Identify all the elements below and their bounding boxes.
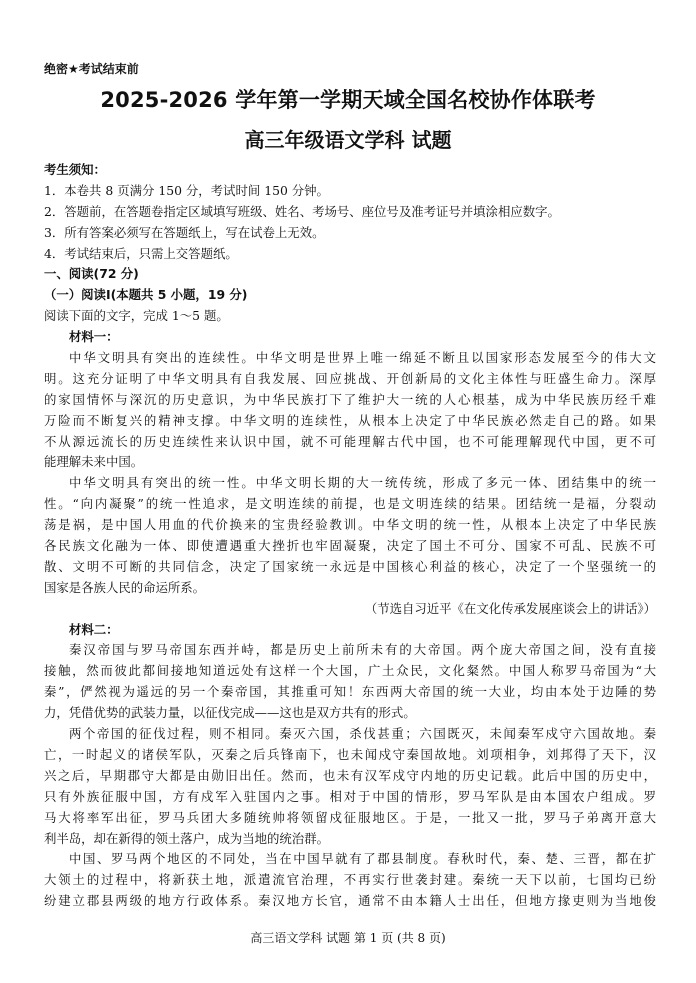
material2-label: 材料二：: [69, 621, 119, 637]
paragraph-line: 马大将率军出征，罗马兵团大多随统帅将领留戍征服地区。于是，一批又一批，罗马子弟离开意大: [44, 809, 656, 825]
notice-item: 3．所有答案必须写在答题纸上，写在试卷上无效。: [44, 224, 325, 240]
notice-item: 2．答题前，在答题卷指定区域填写班级、姓名、考场号、座位号及准考证号并填涂相应数字。: [44, 203, 560, 219]
paragraph-line: 只有外族征服中国，方有戍军入驻国内之事。相对于中国的情形，罗马军队是由本国农户组成。罗: [44, 788, 656, 804]
notice-item: 4．考试结束后，只需上交答题纸。: [44, 245, 238, 261]
paragraph-line: 利半岛，却在新得的领土落户，成为当地的统治群。: [44, 830, 329, 846]
part-heading: 一、阅读(72 分): [44, 266, 139, 282]
paragraph-line: 力，凭借优势的武装力量，以征伐完成——这也是双方共有的形式。: [44, 705, 416, 721]
paragraph-line: 的家国情怀与深沉的历史意识，为中华民族打下了维护大一统的人心根基，成为中华民族历经千难: [44, 391, 656, 407]
confidential-mark: 绝密★考试结束前: [44, 62, 139, 76]
page-footer: 高三语文学科 试题 第 1 页 (共 8 页): [250, 931, 446, 945]
paragraph-line: 性。“向内凝聚”的统一性追求，是文明连续的前提，也是文明连续的结果。团结统一是福，分裂动: [44, 496, 656, 512]
exam-body: [44, 160, 656, 912]
paragraph-line: 秦”，俨然视为遥远的另一个秦帝国，其推重可知！东西两大帝国的统一大业，均由本处于边陲的势: [44, 684, 656, 700]
paragraph-line: 国家是各族人民的命运所系。: [44, 579, 206, 595]
paragraph-line: 不从源远流长的历史连续性来认识中国，就不可能理解古代中国，也不可能理解现代中国，更不可: [44, 433, 656, 449]
exam-subtitle: 高三年级语文学科 试题: [244, 128, 452, 152]
paragraph-line: 接触，然而彼此都间接地知道远处有这样一个大国，广土众民，文化粲然。中国人称罗马帝国为“大: [44, 663, 656, 679]
notice-heading: 考生须知：: [44, 162, 106, 177]
notice-item: 1．本卷共 8 页满分 150 分，考试时间 150 分钟。: [44, 182, 329, 198]
paragraph-line: 散、文明不可断的共同信念，决定了国家统一永远是中国核心利益的核心，决定了一个坚强统一的: [44, 558, 656, 574]
paragraph-line: 亡，一时起义的诸侯军队，灭秦之后兵锋南下，也未闻戍守秦国故地。刘项相争，刘邦得了天下，汉: [44, 746, 656, 762]
paragraph-line: 大领土的过程中，将新获土地，派遣流官治理，不再实行世袭封建。秦统一天下以前，七国均已纷: [44, 872, 656, 888]
paragraph-line: 荡是祸，是中国人用血的代价换来的宝贵经验教训。中华文明的统一性，从根本上决定了中华民族: [44, 517, 656, 533]
paragraph-line: 能理解未来中国。: [44, 454, 144, 470]
sub-heading: （一）阅读Ⅰ(本题共 5 小题，19 分): [44, 287, 248, 303]
paragraph-line: 中华文明具有突出的连续性。中华文明是世界上唯一绵延不断且以国家形态发展至今的伟大文: [69, 350, 656, 366]
paragraph-line: 各民族文化融为一体、即使遭遇重大挫折也牢固凝聚，决定了国土不可分、国家不可乱、民族不可: [44, 538, 656, 554]
source-citation: （节选自习近平《在文化传承发展座谈会上的讲话》）: [364, 600, 656, 616]
paragraph-line: 中国、罗马两个地区的不同处，当在中国早就有了郡县制度。春秋时代，秦、楚、三晋，都在扩: [69, 851, 656, 867]
paragraph-line: 纷建立郡县两级的地方行政体系。秦汉地方长官，通常不由本籍人士出任，但地方掾吏则为当地俊: [44, 893, 656, 909]
material1-label: 材料一：: [69, 329, 119, 345]
paragraph-line: 秦汉帝国与罗马帝国东西并峙，都是历史上前所未有的大帝国。两个庞大帝国之间，没有直接: [69, 642, 656, 658]
paragraph-line: 中华文明具有突出的统一性。中华文明长期的大一统传统，形成了多元一体、团结集中的统一: [69, 475, 656, 491]
paragraph-line: 万险而不断复兴的精神支撑。中华文明的连续性，从根本上决定了中华民族必然走自己的路。如果: [44, 412, 656, 428]
paragraph-line: 两个帝国的征伐过程，则不相同。秦灭六国，杀伐甚重；六国既灭，未闻秦军戍守六国故地。秦: [69, 726, 656, 742]
paragraph-line: 兴之后，早期郡守大都是由勋旧出任。然而，也未有汉军戍守内地的历史记载。此后中国的历史中，: [44, 767, 656, 783]
exam-title: 2025-2026 学年第一学期天域全国名校协作体联考: [100, 88, 596, 112]
paragraph-line: 明。这充分证明了中华文明具有自我发展、回应挑战、开创新局的文化主体性与旺盛生命力。深厚: [44, 370, 656, 386]
instruction: 阅读下面的文字，完成 1～5 题。: [44, 308, 229, 324]
